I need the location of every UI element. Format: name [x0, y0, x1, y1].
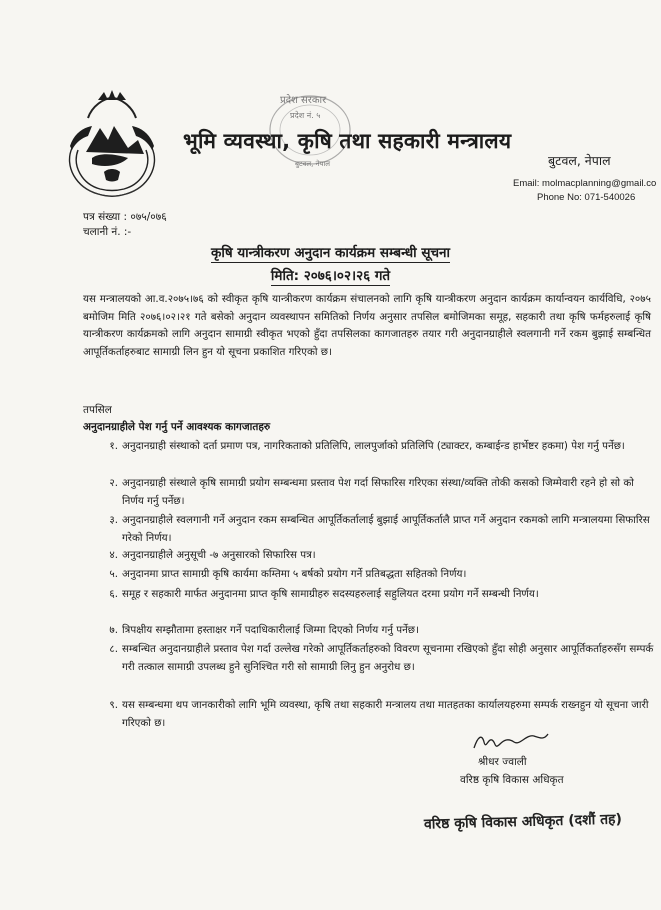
ministry-name: भूमि व्यवस्था, कृषि तथा सहकारी मन्त्रालय	[183, 129, 512, 153]
list-item-text: अनुदानग्राही संस्थाको दर्ता प्रमाण पत्र, नागरिकताको प्रतिलिपि, लालपुर्जाको प्रतिलिपि (ट्याक्टर, कम्बाईन्ड हार्भेष्टर हकमा) पेश गर्नु पर्नेछ।	[122, 440, 625, 452]
list-item-number: ७.	[109, 624, 118, 636]
list-item-text: त्रिपक्षीय सम्झौतामा हस्ताक्षर गर्ने पदाधिकारीलाई जिम्मा दिएको निर्णय गर्नु पर्नेछ।	[122, 624, 419, 636]
signer-designation: वरिष्ठ कृषि विकास अधिकृत	[460, 774, 564, 786]
list-item-text: अनुदानग्राहीले अनुसूची -७ अनुसारको सिफारिस पत्र।	[122, 549, 316, 561]
list-item-number: ९.	[109, 699, 118, 711]
stamp-line-3: बुटवल, नेपाल	[295, 160, 331, 168]
notice-date-text: मिति: २०७६।०२।२६ गते	[270, 268, 391, 284]
list-item	[96, 475, 656, 510]
list-item	[96, 512, 656, 547]
stamp-line-2: प्रदेश नं. ५	[290, 111, 321, 120]
contact-email: Email: molmacplanning@gmail.co	[513, 178, 657, 189]
list-item-text: यस सम्बन्धमा थप जानकारीको लागि भूमि व्यवस्था, कृषि तथा सहकारी मन्त्रालय तथा मातहतका कार्यालयहरुमा सम्पर्क राख्नहुन यो सूचना जारी गरिएको छ।	[122, 699, 649, 729]
signer-name: श्रीधर ज्वाली	[478, 756, 527, 768]
dispatch-number: चलानी नं. :-	[83, 226, 132, 238]
office-location: बुटवल, नेपाल	[548, 153, 611, 168]
reference-number: पत्र संख्या : ०७५/०७६	[83, 211, 167, 223]
list-item	[96, 547, 656, 565]
list-item-text: अनुदानग्राही संस्थाले कृषि सामाग्री प्रयोग सम्बन्धमा प्रस्ताव पेश गर्दा सिफारिस गरिएका संस्था/व्यक्ति तोकी कसको जिम्मेवारी रहने हो सो को निर्णय गर्नु पर्नेछ।	[122, 477, 634, 507]
list-item-text: अनुदानमा प्राप्त सामाग्री कृषि कार्यमा कम्तिमा ५ बर्षको प्रयोग गर्ने प्रतिबद्धता सहितको निर्णय।	[122, 568, 467, 580]
list-item-number: ८.	[109, 643, 118, 655]
list-item-number: ४.	[109, 549, 118, 561]
notice-intro-paragraph: यस मन्त्रालयको आ.व.२०७५।७६ को स्वीकृत कृषि यान्त्रीकरण कार्यक्रम संचालनको लागि कृषि यान्त्रीकरण अनुदान कार्यक्रम कार्यान्वयन कार्यविधि, २०७५ बमोजिम मिति २०७६।०२।२१ गते बसेको अनुदान व्यवस्थापन समितिको निर्णय अनुसार तपसिल बमोजिमका समूह, सहकारी तथा कृषि फर्महरुलाई कृषि यान्त्रीकरण कार्यक्रमको लागि अनुदान सामाग्री स्वीकृत भएको हुँदा तपसिलका कागजातहरु तयार गरी अनुदानग्राहीले स्वलगानी गर्ने रकम बुझाई सम्बन्धित आपूर्तिकर्ताहरुबाट सामाग्री लिन हुन यो सूचना प्रकाशित गरिएको छ।	[83, 293, 651, 358]
nepal-emblem-icon	[58, 88, 166, 200]
list-item	[96, 586, 656, 604]
notice-date	[0, 266, 661, 284]
notice-title-text: कृषि यान्त्रीकरण अनुदान कार्यक्रम सम्बन्धी सूचना	[210, 245, 451, 261]
list-item-number: १.	[109, 440, 118, 452]
list-item-number: ३.	[109, 514, 118, 526]
contact-phone: Phone No: 071-540026	[537, 192, 636, 203]
list-item	[96, 697, 656, 732]
list-item	[96, 641, 656, 676]
designation-stamp: वरिष्ठ कृषि विकास अधिकृत (दशौं तह)	[423, 811, 623, 833]
required-documents-heading: अनुदानग्राहीले पेश गर्नु पर्ने आवश्यक कागजातहरु	[83, 421, 271, 433]
schedule-label: तपसिल	[83, 404, 112, 416]
list-item-number: ५.	[109, 568, 118, 580]
notice-title	[0, 243, 661, 261]
list-item-text: सम्बन्धित अनुदानग्राहीले प्रस्ताव पेश गर्दा उल्लेख गरेको आपूर्तिकर्ताहरुको विवरण सूचनामा रखिएको हुँदा सोही अनुसार आपूर्तिकर्ताहरुसँग सम्पर्क गरी तत्काल सामाग्री उपलब्ध हुने सुनिश्चित गरी सो सामाग्री लिनु हुन अनुरोध छ।	[122, 643, 654, 673]
list-item	[96, 566, 656, 584]
list-item-text: अनुदानग्राहीले स्वलगानी गर्ने अनुदान रकम सम्बन्धित आपूर्तिकर्तालाई बुझाई आपूर्तिकर्तालै प्राप्त गर्ने अनुदान रकमको लागि मन्त्रालयमा सिफारिस गरेको निर्णय।	[122, 514, 650, 544]
handwritten-signature	[468, 728, 550, 754]
stamp-line-1: प्रदेश सरकार	[280, 95, 327, 106]
list-item	[96, 438, 656, 456]
list-item-number: २.	[109, 477, 118, 489]
list-item	[96, 622, 656, 640]
list-item-text: समूह र सहकारी मार्फत अनुदानमा प्राप्त कृषि सामाग्रीहरु सदस्यहरुलाई सहुलियत दरमा प्रयोग गर्ने सम्बन्धी निर्णय।	[122, 588, 539, 600]
list-item-number: ६.	[109, 588, 118, 600]
